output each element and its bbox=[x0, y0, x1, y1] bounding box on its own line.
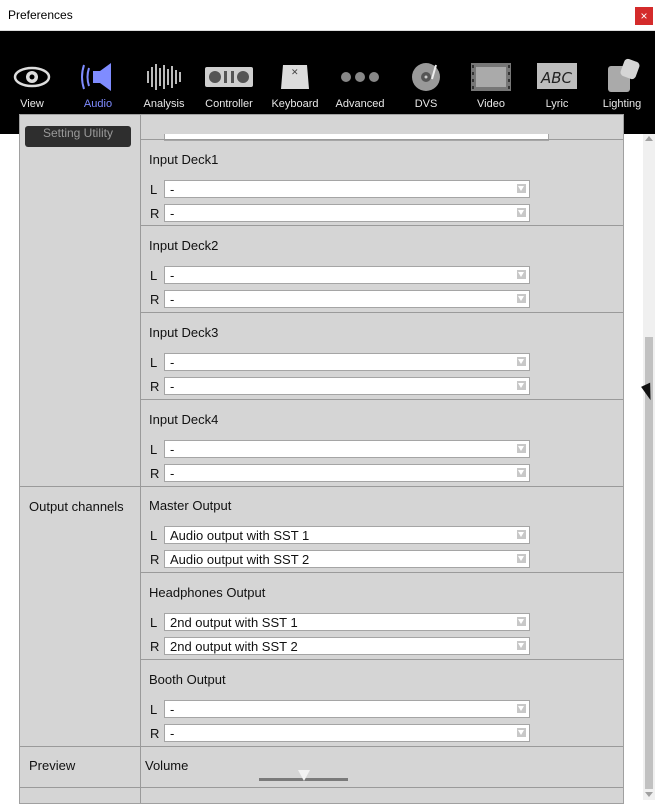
tab-dvs-label: DVS bbox=[414, 98, 438, 110]
channel-right-label: R bbox=[150, 206, 160, 221]
headphones-output-right-select[interactable]: 2nd output with SST 2 bbox=[164, 637, 530, 655]
tab-lighting-label: Lighting bbox=[602, 98, 642, 110]
headphones-output-left-select[interactable]: 2nd output with SST 1 bbox=[164, 613, 530, 631]
input-deck4-title: Input Deck4 bbox=[149, 412, 219, 427]
volume-slider-thumb[interactable] bbox=[298, 770, 310, 781]
volume-label: Volume bbox=[145, 758, 189, 773]
speaker-icon bbox=[66, 58, 130, 96]
chevron-down-icon bbox=[517, 270, 526, 279]
input-deck2-right-row bbox=[141, 290, 623, 310]
svg-text:✕: ✕ bbox=[291, 68, 299, 78]
tab-lyric-label: Lyric bbox=[545, 98, 569, 110]
master-output-right-select[interactable]: Audio output with SST 2 bbox=[164, 550, 530, 568]
master-output-left-row bbox=[141, 526, 623, 546]
chevron-down-icon bbox=[517, 530, 526, 539]
light-icon bbox=[590, 58, 654, 96]
audio-settings-panel bbox=[0, 126, 643, 800]
turntable-icon bbox=[394, 58, 458, 96]
chevron-down-icon bbox=[517, 704, 526, 713]
booth-output-right-select[interactable]: - bbox=[164, 724, 530, 742]
channel-right-label: R bbox=[150, 466, 160, 481]
master-output-section bbox=[141, 486, 623, 573]
input-deck4-right-select[interactable]: - bbox=[164, 464, 530, 482]
chevron-down-icon bbox=[517, 617, 526, 626]
input-deck2-left-row bbox=[141, 266, 623, 286]
channel-left-label: L bbox=[150, 528, 158, 543]
chevron-down-icon bbox=[517, 357, 526, 366]
headphones-output-left-row bbox=[141, 613, 623, 633]
channel-left-label: L bbox=[150, 355, 158, 370]
tab-controller-label: Controller bbox=[205, 98, 253, 110]
input-deck3-left-row bbox=[141, 353, 623, 373]
booth-output-left-select[interactable]: - bbox=[164, 700, 530, 718]
waveform-icon bbox=[132, 58, 196, 96]
input-deck1-left-select[interactable]: - bbox=[164, 180, 530, 198]
channel-left-label: L bbox=[150, 702, 158, 717]
settings-table bbox=[19, 114, 624, 804]
chevron-down-icon bbox=[517, 184, 526, 193]
chevron-down-icon bbox=[517, 641, 526, 650]
chevron-down-icon bbox=[517, 728, 526, 737]
tab-analysis-label: Analysis bbox=[143, 98, 185, 110]
input-deck1-left-row bbox=[141, 180, 623, 200]
headphones-output-title: Headphones Output bbox=[149, 585, 266, 600]
input-deck2-right-select[interactable]: - bbox=[164, 290, 530, 308]
channel-right-label: R bbox=[150, 292, 160, 307]
booth-output-title: Booth Output bbox=[149, 672, 226, 687]
tab-video-label: Video bbox=[477, 98, 505, 110]
input-deck2-section bbox=[141, 226, 623, 313]
input-deck2-left-select[interactable]: - bbox=[164, 266, 530, 284]
channel-left-label: L bbox=[150, 442, 158, 457]
scrollbar-thumb[interactable] bbox=[645, 337, 653, 789]
film-icon bbox=[459, 58, 523, 96]
chevron-down-icon bbox=[517, 468, 526, 477]
channel-left-label: L bbox=[150, 268, 158, 283]
key-icon bbox=[263, 58, 327, 96]
close-button[interactable]: × bbox=[635, 7, 653, 25]
booth-output-right-row bbox=[141, 724, 623, 744]
channel-right-label: R bbox=[150, 552, 160, 567]
input-deck4-left-select[interactable]: - bbox=[164, 440, 530, 458]
input-deck4-left-row bbox=[141, 440, 623, 460]
tab-view-label: View bbox=[20, 98, 44, 110]
input-deck3-section bbox=[141, 313, 623, 400]
input-deck3-right-row bbox=[141, 377, 623, 397]
chevron-down-icon bbox=[517, 294, 526, 303]
vertical-scrollbar[interactable] bbox=[643, 134, 655, 800]
input-deck3-right-select[interactable]: - bbox=[164, 377, 530, 395]
abc-icon bbox=[525, 58, 589, 96]
dots-icon bbox=[328, 58, 392, 96]
chevron-down-icon bbox=[517, 208, 526, 217]
tab-audio-label: Audio bbox=[83, 98, 113, 110]
chevron-down-icon bbox=[517, 381, 526, 390]
master-output-right-row bbox=[141, 550, 623, 570]
input-deck1-title: Input Deck1 bbox=[149, 152, 219, 167]
headphones-output-right-row bbox=[141, 637, 623, 657]
title-bar bbox=[0, 0, 655, 31]
input-deck1-section bbox=[141, 139, 623, 226]
svg-text:ABC: ABC bbox=[541, 69, 573, 87]
channel-right-label: R bbox=[150, 726, 160, 741]
input-deck3-left-select[interactable]: - bbox=[164, 353, 530, 371]
input-deck1-right-select[interactable]: - bbox=[164, 204, 530, 222]
output-channels-label: Output channels bbox=[29, 499, 124, 514]
channel-left-label: L bbox=[150, 615, 158, 630]
input-deck4-right-row bbox=[141, 464, 623, 484]
window-title: Preferences bbox=[8, 8, 73, 22]
scroll-down-icon[interactable] bbox=[645, 792, 653, 797]
tab-keyboard-label: Keyboard bbox=[271, 98, 319, 110]
master-output-left-select[interactable]: Audio output with SST 1 bbox=[164, 526, 530, 544]
scroll-up-icon[interactable] bbox=[645, 136, 653, 141]
booth-output-section bbox=[141, 660, 623, 747]
input-deck3-title: Input Deck3 bbox=[149, 325, 219, 340]
preview-label: Preview bbox=[29, 758, 76, 773]
input-deck2-title: Input Deck2 bbox=[149, 238, 219, 253]
chevron-down-icon bbox=[517, 444, 526, 453]
headphones-output-section bbox=[141, 573, 623, 660]
tab-advanced-label: Advanced bbox=[335, 98, 385, 110]
input-deck4-section bbox=[141, 400, 623, 487]
channel-right-label: R bbox=[150, 379, 160, 394]
master-output-title: Master Output bbox=[149, 498, 232, 513]
controller-icon bbox=[197, 58, 261, 96]
input-deck1-right-row bbox=[141, 204, 623, 224]
booth-output-left-row bbox=[141, 700, 623, 720]
chevron-down-icon bbox=[517, 554, 526, 563]
setting-utility-button[interactable]: Setting Utility bbox=[25, 126, 131, 147]
channel-right-label: R bbox=[150, 639, 160, 654]
eye-icon bbox=[0, 58, 64, 96]
channel-left-label: L bbox=[150, 182, 158, 197]
